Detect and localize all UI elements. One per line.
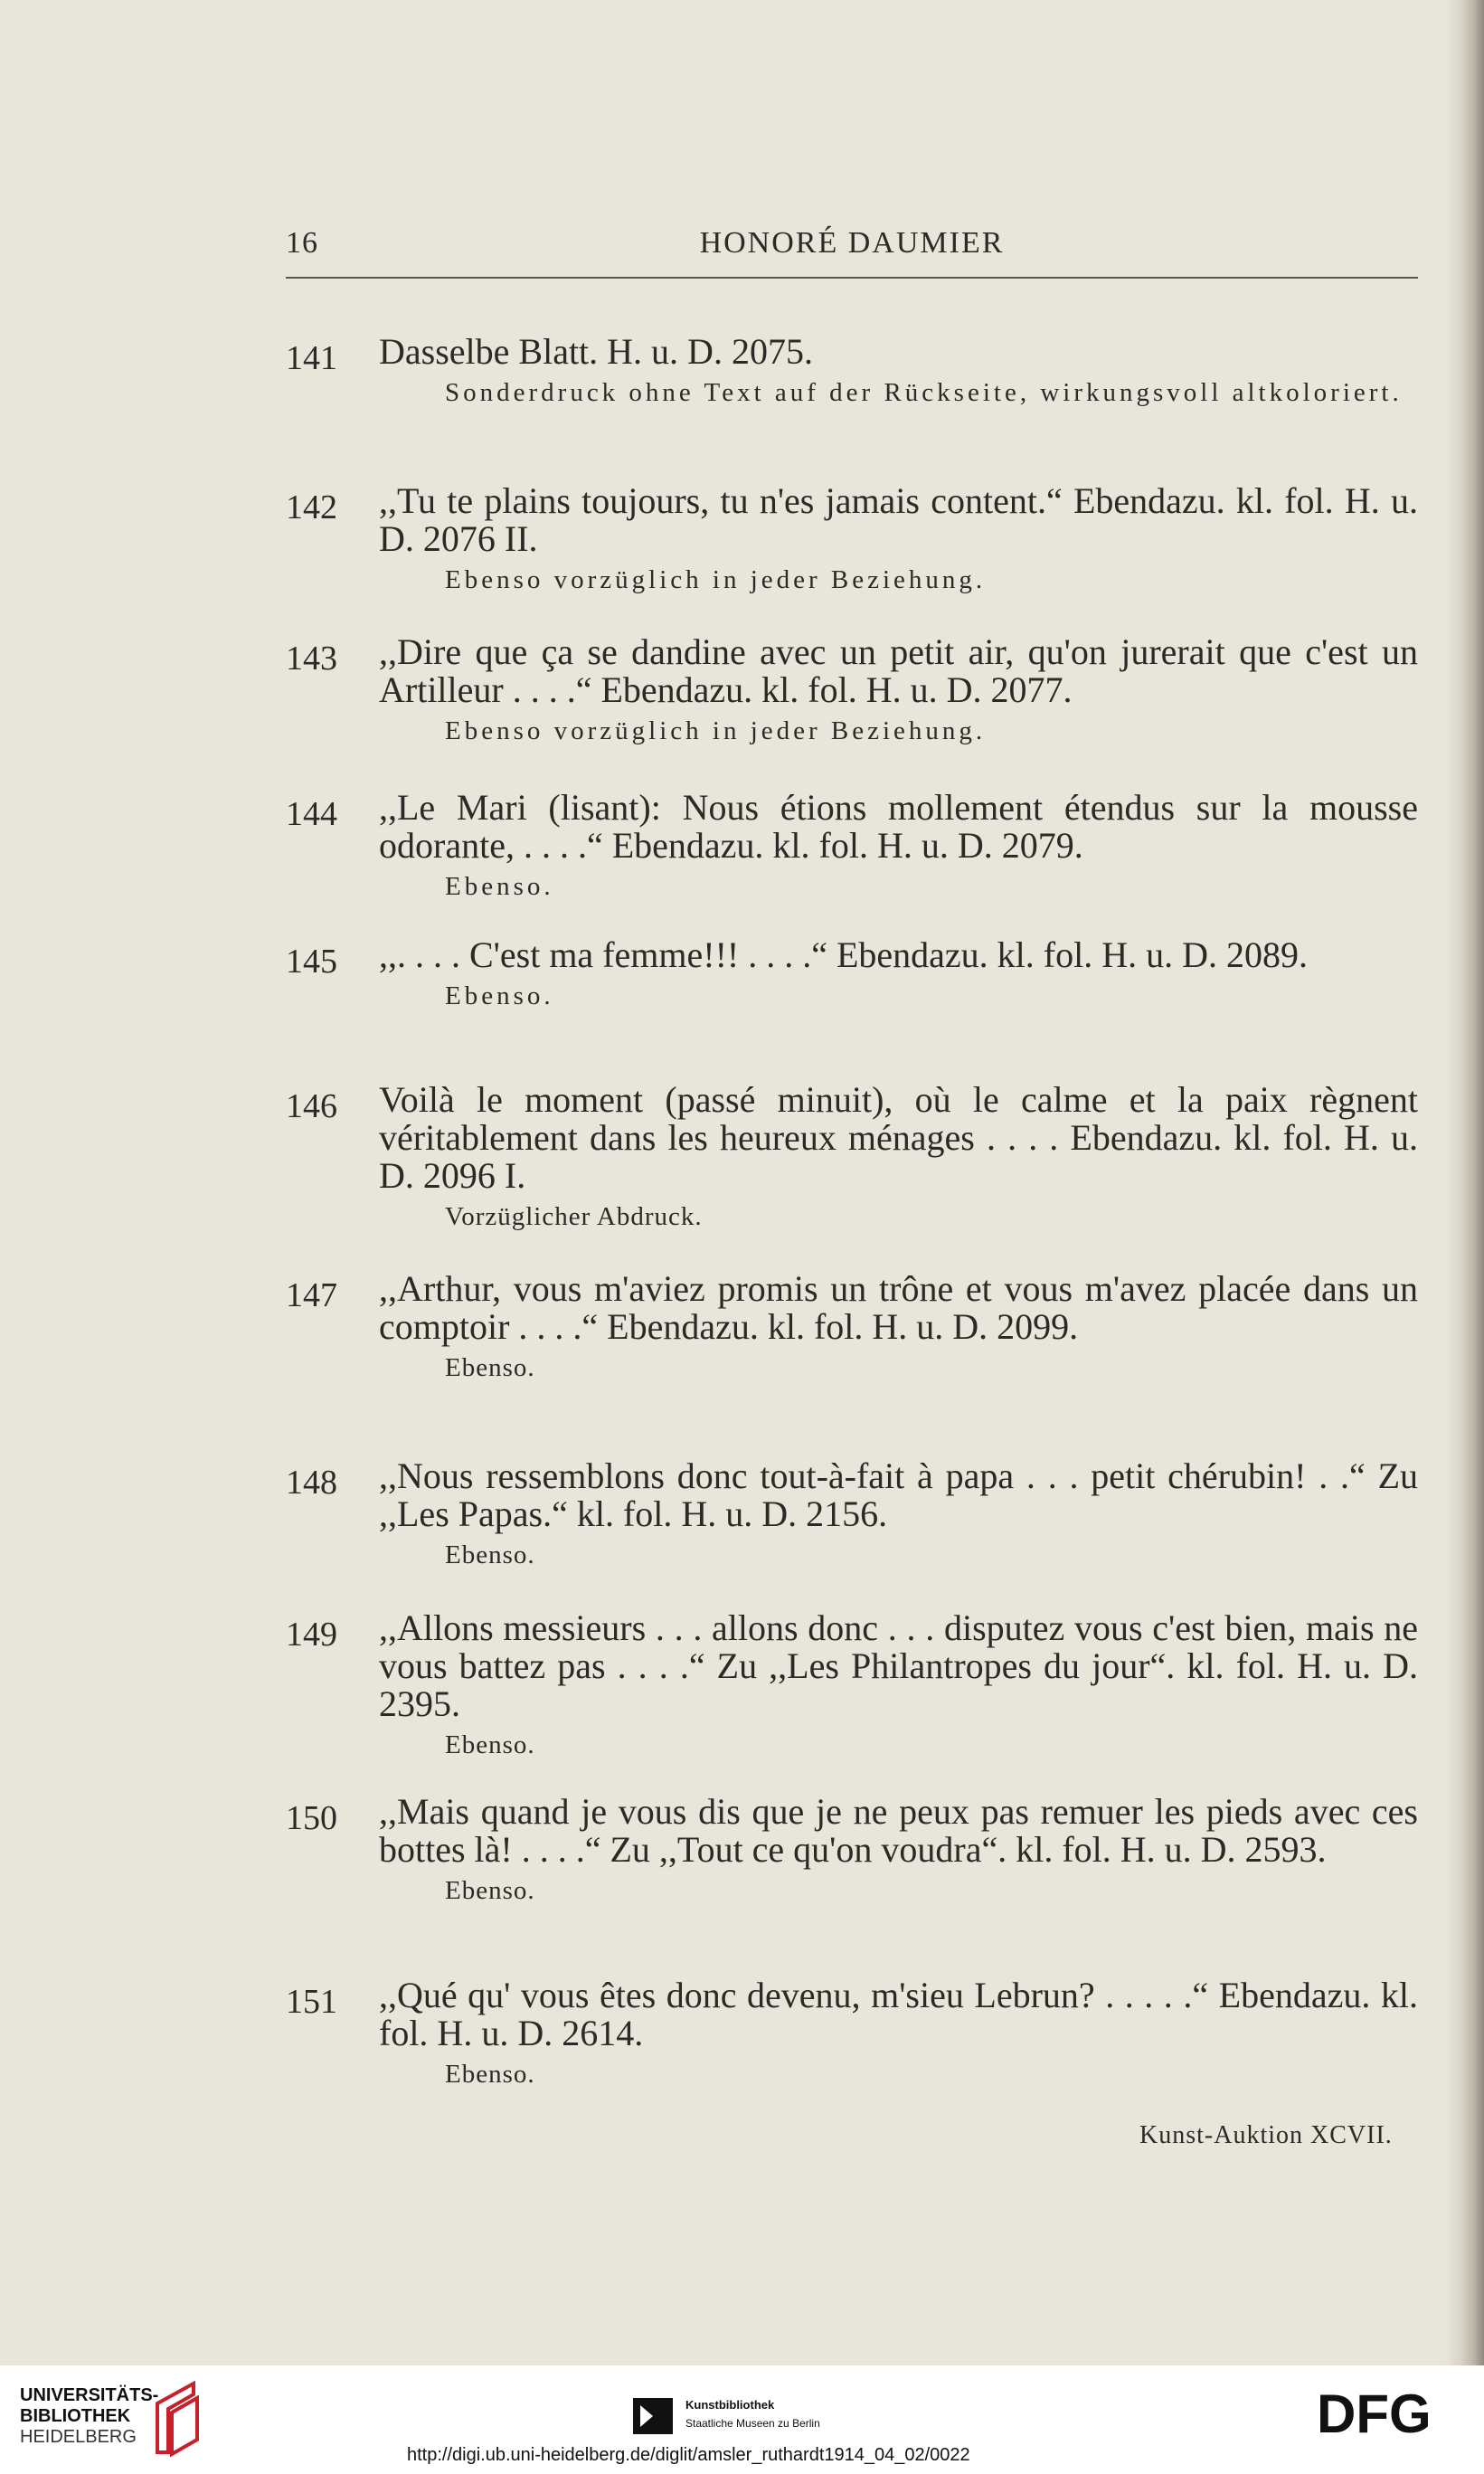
entry-number: 147 xyxy=(286,1276,337,1314)
viewer-footer xyxy=(0,2365,1484,2474)
catalog-entry-148 xyxy=(286,1457,1418,1569)
page-spine-shadow xyxy=(1445,0,1484,2365)
entry-note: Ebenso vorzüglich in jeder Beziehung. xyxy=(445,565,987,594)
entry-number: 148 xyxy=(286,1464,337,1502)
entry-note: Ebenso. xyxy=(445,1540,535,1569)
entry-text: ,,Le Mari (lisant): Nous étions mollement étendus sur la mousse odorante, . . . .“ Ebendazu. kl. fol. H. u. D. 2079. xyxy=(379,787,1418,866)
printer-signature: Kunst-Auktion XCVII. xyxy=(1139,2121,1393,2149)
kunstbibliothek-name: Kunstbibliothek xyxy=(685,2398,775,2412)
entry-note: Ebenso. xyxy=(445,1876,535,1905)
library-name-line3: HEIDELBERG xyxy=(20,2427,137,2447)
entry-number: 141 xyxy=(286,339,337,377)
catalog-entry-149 xyxy=(286,1609,1418,1759)
entry-number: 151 xyxy=(286,1983,337,2021)
entry-number: 145 xyxy=(286,943,337,981)
entry-text: ,,Arthur, vous m'aviez promis un trône et vous m'avez placée dans un comptoir . . . .“ Ebendazu. kl. fol. H. u. D. 2099. xyxy=(379,1268,1418,1347)
catalog-entry-146 xyxy=(286,1081,1418,1231)
entry-text: ,,. . . . C'est ma femme!!! . . . .“ Ebendazu. kl. fol. H. u. D. 2089. xyxy=(379,934,1308,975)
heidelberg-logo-icon[interactable] xyxy=(150,2376,204,2460)
entry-number: 142 xyxy=(286,488,337,526)
entry-note: Sonderdruck ohne Text auf der Rückseite, wirkungsvoll altkoloriert. xyxy=(445,378,1403,407)
catalog-entry-150 xyxy=(286,1793,1418,1905)
header-rule xyxy=(286,277,1418,279)
running-head xyxy=(286,226,1418,270)
library-name-line2: BIBLIOTHEK xyxy=(20,2406,131,2426)
kunstbibliothek-logo-icon xyxy=(633,2398,673,2434)
permalink-url[interactable]: http://digi.ub.uni-heidelberg.de/diglit/amsler_ruthardt1914_04_02/0022 xyxy=(407,2445,970,2465)
entry-note: Ebenso. xyxy=(445,981,554,1010)
entry-number: 149 xyxy=(286,1616,337,1654)
entry-text: ,,Allons messieurs . . . allons donc . . . disputez vous c'est bien, mais ne vous battez pas . . . .“ Zu ,,Les Philantropes du jour“. kl. fol. H. u. D. 2395. xyxy=(379,1607,1418,1724)
catalog-entry-151 xyxy=(286,1976,1418,2089)
entry-number: 150 xyxy=(286,1799,337,1837)
library-name-line1: UNIVERSITÄTS- xyxy=(20,2385,159,2405)
heidelberg-library-label xyxy=(20,2385,158,2448)
dfg-logo-icon[interactable] xyxy=(1317,2384,1461,2441)
dfg-logo-text: DFG xyxy=(1317,2384,1432,2441)
kunstbibliothek-text xyxy=(685,2396,820,2432)
catalog-entry-141 xyxy=(286,333,1418,407)
entry-text: Dasselbe Blatt. H. u. D. 2075. xyxy=(379,331,813,372)
catalog-entry-143 xyxy=(286,633,1418,745)
entry-note: Vorzüglicher Abdruck. xyxy=(445,1202,703,1231)
catalog-entry-144 xyxy=(286,789,1418,901)
entry-text: ,,Qué qu' vous êtes donc devenu, m'sieu Lebrun? . . . . .“ Ebendazu. kl. fol. H. u. D. 2614. xyxy=(379,1975,1418,2053)
page-title: HONORÉ DAUMIER xyxy=(699,226,1005,260)
entry-text: ,,Mais quand je vous dis que je ne peux pas remuer les pieds avec ces bottes là! . . . .“ Zu ,,Tout ce qu'on voudra“. kl. fol. H. u. D. 2593. xyxy=(379,1791,1418,1870)
entry-text: ,,Tu te plains toujours, tu n'es jamais content.“ Ebendazu. kl. fol. H. u. D. 2076 II. xyxy=(379,480,1418,559)
page-number: 16 xyxy=(286,226,318,260)
entry-note: Ebenso vorzüglich in jeder Beziehung. xyxy=(445,716,987,745)
catalog-entry-145 xyxy=(286,936,1418,1010)
entry-number: 146 xyxy=(286,1087,337,1125)
entry-text: ,,Dire que ça se dandine avec un petit air, qu'on jurerait que c'est un Artilleur . . . .“ Ebendazu. kl. fol. H. u. D. 2077. xyxy=(379,631,1418,710)
kunstbibliothek-subtitle: Staatliche Museen zu Berlin xyxy=(685,2417,820,2430)
entry-number: 144 xyxy=(286,795,337,833)
entry-text: ,,Nous ressemblons donc tout-à-fait à papa . . . petit chérubin! . .“ Zu ,,Les Papas.“ kl. fol. H. u. D. 2156. xyxy=(379,1455,1418,1534)
entry-number: 143 xyxy=(286,640,337,678)
entry-note: Ebenso. xyxy=(445,872,554,901)
entry-text: Voilà le moment (passé minuit), où le calme et la paix règnent véritablement dans les heureux ménages . . . . Ebendazu. kl. fol. H. u. D. 2096 I. xyxy=(379,1079,1418,1196)
entry-note: Ebenso. xyxy=(445,1730,535,1759)
entry-note: Ebenso. xyxy=(445,2060,535,2089)
catalog-entry-142 xyxy=(286,482,1418,594)
catalog-entry-147 xyxy=(286,1270,1418,1382)
entry-note: Ebenso. xyxy=(445,1353,535,1382)
